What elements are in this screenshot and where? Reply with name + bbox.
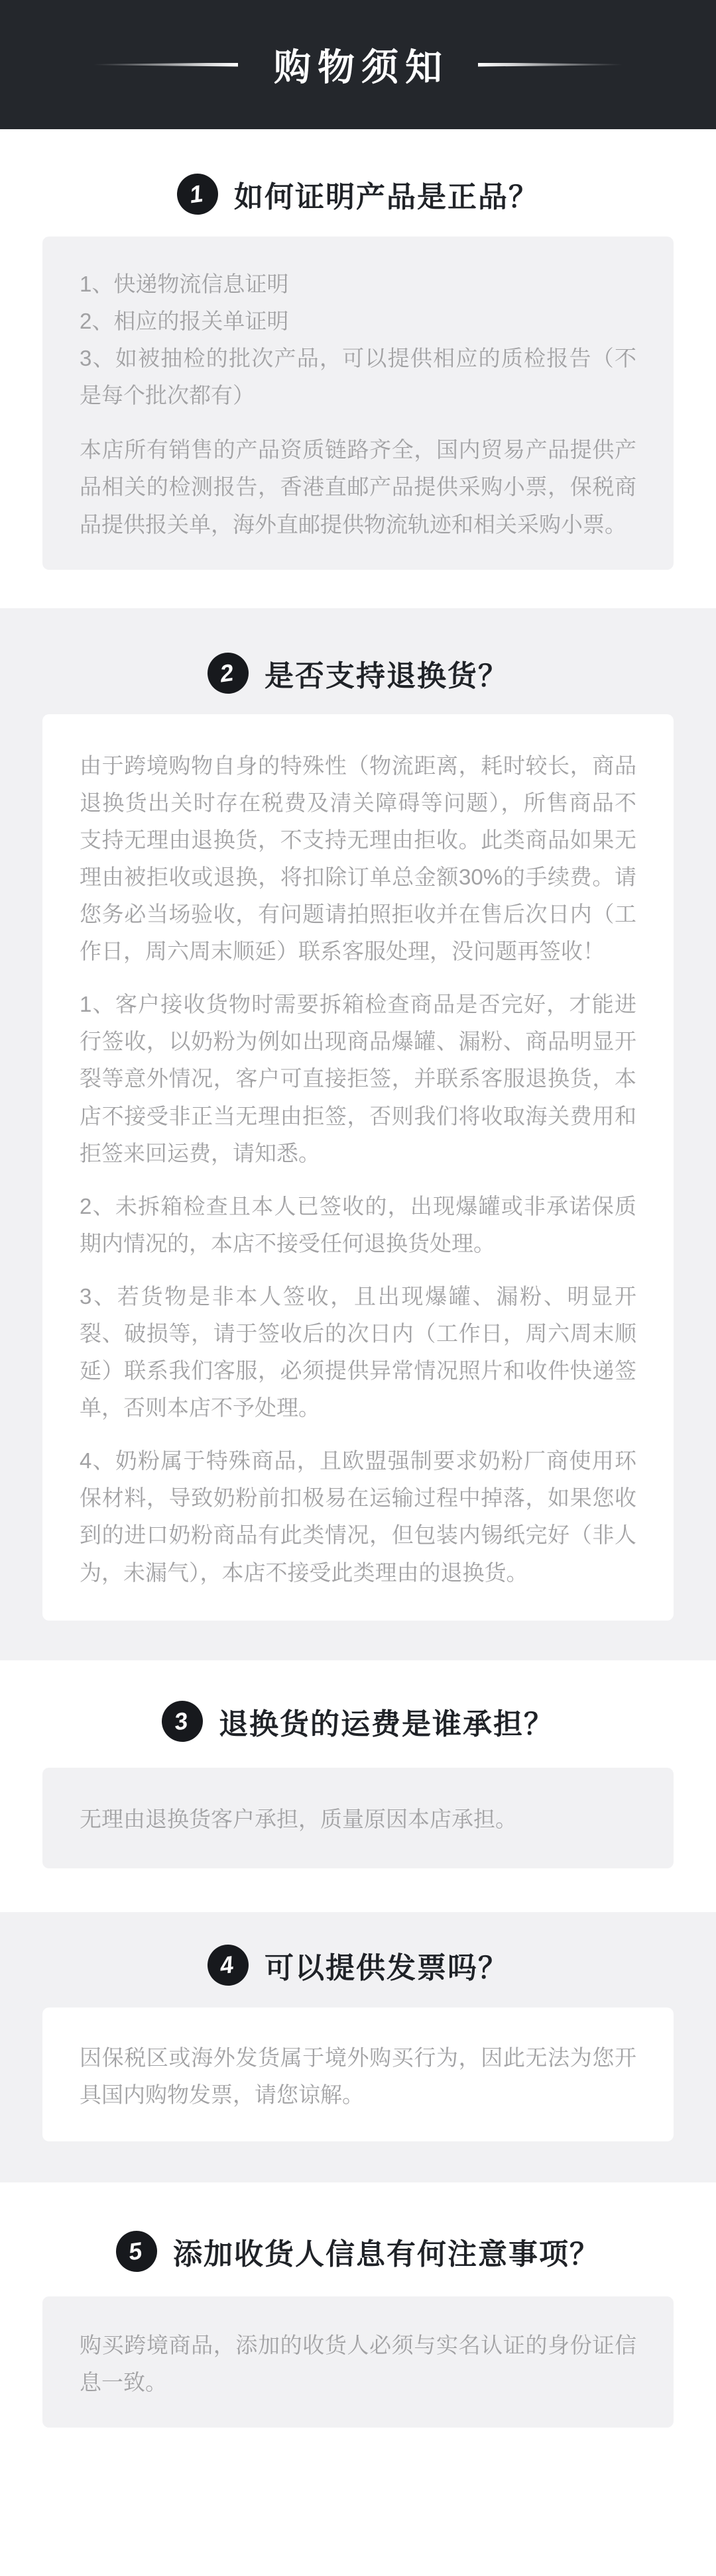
shipfee-paragraph: 无理由退换货客户承担，质量原因本店承担。 xyxy=(80,1806,517,1831)
returns-rule-4: 4、奶粉属于特殊商品，且欧盟强制要求奶粉厂商使用环保材料，导致奶粉前扣极易在运输过程中掉落，如果您收到的进口奶粉商品有此类情况，但包装内锡纸完好（非人为，未漏气），本店不接受此类理由的退换货。 xyxy=(80,1448,636,1585)
section-recipient-info xyxy=(0,2182,716,2471)
section-recipient-heading-row xyxy=(0,2229,716,2274)
section-2-number-badge: 2 xyxy=(205,650,251,696)
section-2-card xyxy=(42,714,674,1621)
section-authenticity xyxy=(0,129,716,608)
section-invoice xyxy=(0,1912,716,2182)
invoice-paragraph: 因保税区或海外发货属于境外购买行为，因此无法为您开具国内购物发票，请您谅解。 xyxy=(80,2045,636,2107)
section-shipfee-heading-row xyxy=(0,1699,716,1744)
section-3-card xyxy=(42,1768,674,1868)
section-returns xyxy=(0,608,716,1660)
banner-decor-line-right xyxy=(478,63,623,67)
recipient-paragraph: 购买跨境商品，添加的收货人必须与实名认证的身份证信息一致。 xyxy=(80,2332,636,2394)
notice-banner xyxy=(0,0,716,129)
returns-rule-3: 3、若货物是非本人签收，且出现爆罐、漏粉、明显开裂、破损等，请于签收后的次日内（工作日，周六周末顺延）联系我们客服，必须提供异常情况照片和收件快递签单，否则本店不予处理。 xyxy=(80,1283,636,1421)
section-invoice-heading-row xyxy=(0,1943,716,1988)
proof-item-3: 3、如被抽检的批次产品，可以提供相应的质检报告（不是每个批次都有） xyxy=(80,346,636,408)
section-3-heading: 退换货的运费是谁承担？ xyxy=(219,1707,554,1741)
section-5-number-badge: 5 xyxy=(113,2228,160,2275)
returns-intro-paragraph: 由于跨境购物自身的特殊性（物流距离，耗时较长，商品退换货出关时存在税费及清关障碍等问题），所售商品不支持无理由退换货，不支持无理由拒收。此类商品如果无理由被拒收或退换，将扣除订单总金额30%的手续费。请您务必当场验收，有问题请拍照拒收并在售后次日内（工作日，周六周末顺延）联系客服处理，没问题再签收！ xyxy=(80,753,636,964)
section-shipping-fee xyxy=(0,1660,716,1912)
section-4-heading: 可以提供发票吗？ xyxy=(265,1951,508,1984)
section-2-heading: 是否支持退换货？ xyxy=(265,659,508,692)
returns-rule-1: 1、客户接收货物时需要拆箱检查商品是否完好，才能进行签收，以奶粉为例如出现商品爆罐、漏粉、商品明显开裂等意外情况，客户可直接拒签，并联系客服退换货，本店不接受非正当无理由拒签，否则我们将收取海关费用和拒签来回运费，请知悉。 xyxy=(80,992,636,1165)
section-authenticity-heading-row xyxy=(0,172,716,217)
section-returns-heading-row xyxy=(0,651,716,696)
section-5-heading: 添加收货人信息有何注意事项？ xyxy=(173,2237,600,2271)
banner-decor-line-left xyxy=(93,63,238,67)
proof-item-1: 1、快递物流信息证明 xyxy=(80,272,289,296)
section-4-number-badge: 4 xyxy=(205,1942,251,1988)
section-1-card xyxy=(42,237,674,570)
section-5-card xyxy=(42,2296,674,2428)
section-1-number-badge: 1 xyxy=(174,171,221,217)
authenticity-paragraph: 本店所有销售的产品资质链路齐全，国内贸易产品提供产品相关的检测报告，香港直邮产品提供采购小票，保税商品提供报关单，海外直邮提供物流轨迹和相关采购小票。 xyxy=(80,437,636,537)
section-4-card xyxy=(42,2008,674,2141)
banner-title: 购物须知 xyxy=(274,46,449,88)
proof-item-2: 2、相应的报关单证明 xyxy=(80,309,289,334)
section-1-heading: 如何证明产品是正品？ xyxy=(234,181,539,213)
section-3-number-badge: 3 xyxy=(159,1698,206,1744)
returns-rule-2: 2、未拆箱检查且本人已签收的，出现爆罐或非承诺保质期内情况的，本店不接受任何退换货处理。 xyxy=(80,1193,636,1256)
